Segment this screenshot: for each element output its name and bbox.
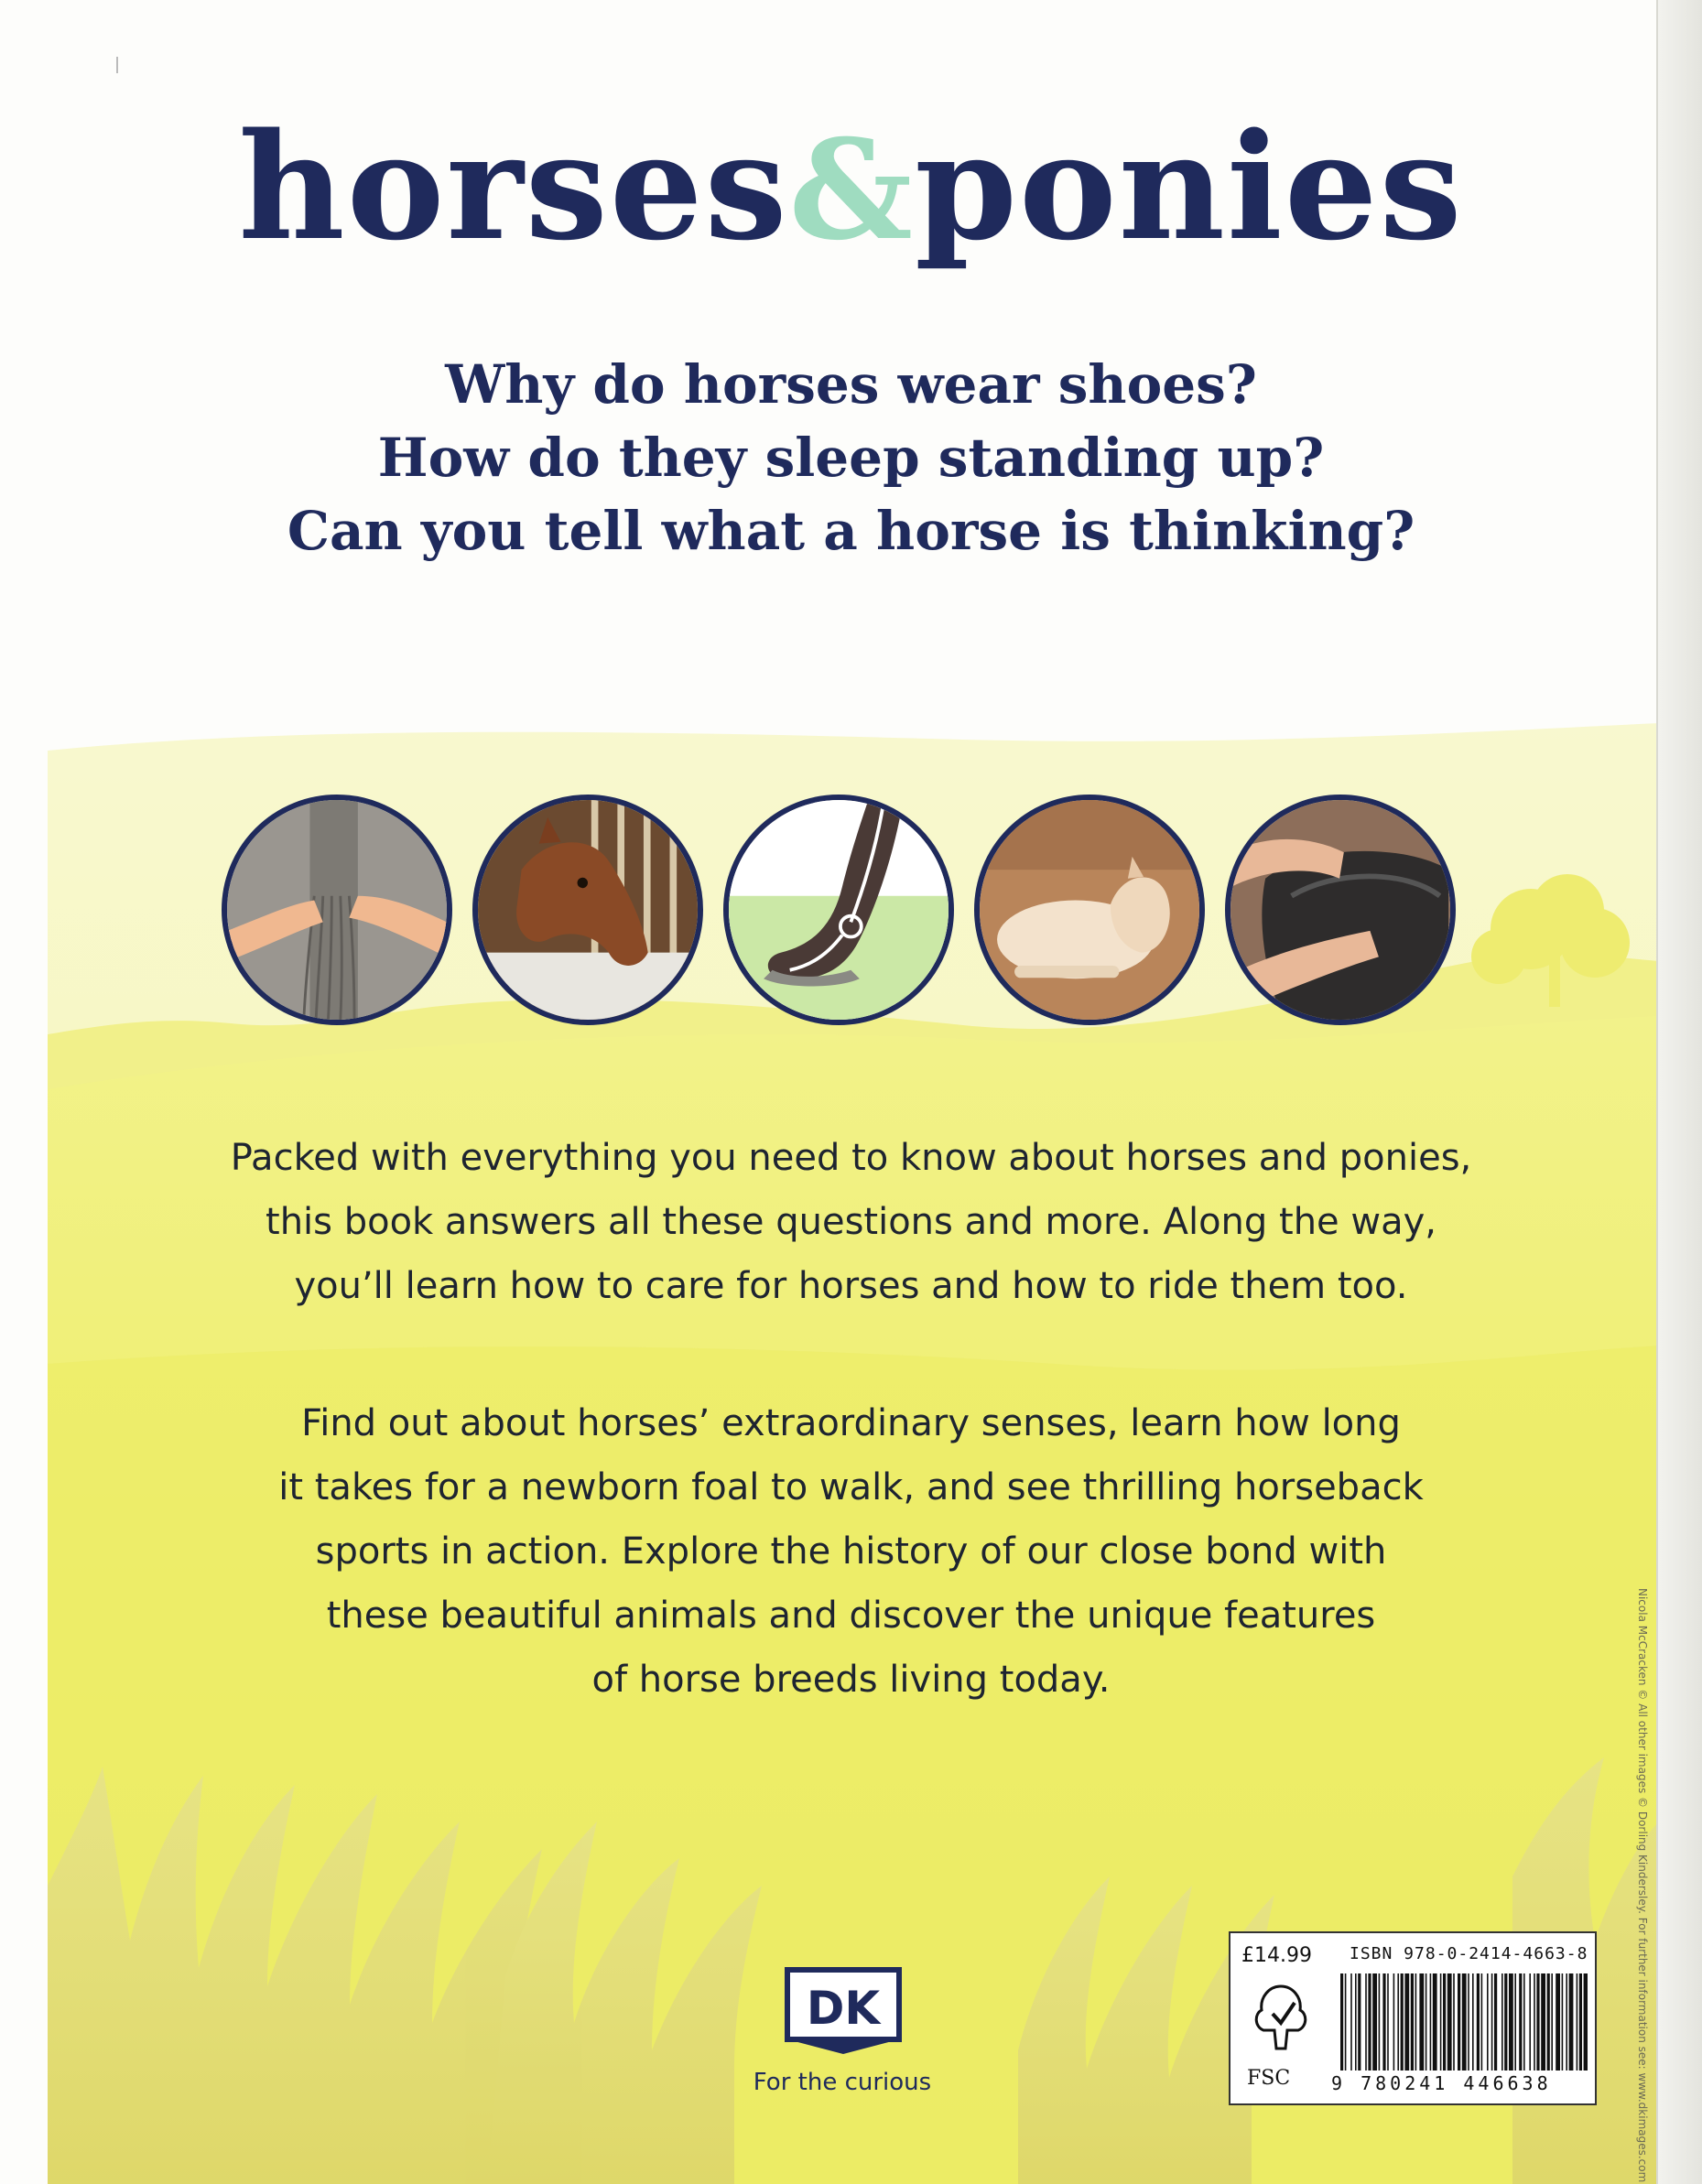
blurb-1-line-1: Packed with everything you need to know about horses and ponies, [230, 1137, 1472, 1179]
barcode-bar [1415, 1973, 1417, 2070]
barcode-bar [1534, 1973, 1535, 2070]
barcode-bar [1569, 1973, 1574, 2070]
barcode-bar [1487, 1973, 1489, 2070]
horse-head-in-stable-photo [472, 795, 703, 1025]
book-title [0, 101, 1702, 273]
barcode-bar [1523, 1973, 1525, 2070]
title-ampersand: & [788, 110, 916, 271]
barcode-bar [1494, 1973, 1497, 2070]
barcode-bar [1529, 1973, 1531, 2070]
barcode-bar [1393, 1973, 1395, 2070]
barcode-bar [1387, 1973, 1389, 2070]
blurb-2-line-3: sports in action. Explore the history of our close bond with [315, 1530, 1387, 1573]
barcode-bar [1404, 1973, 1409, 2070]
barcode-bar [1501, 1973, 1503, 2070]
barcode-digits: 9 780241 446638 [1331, 2072, 1552, 2094]
blurb-paragraph-1 [0, 1126, 1702, 1318]
barcode-bar [1372, 1973, 1377, 2070]
barcode-bar [1426, 1973, 1427, 2070]
barcode-bar [1556, 1973, 1560, 2070]
publisher-tagline: For the curious [753, 2069, 932, 2096]
title-horses: horses [238, 101, 789, 273]
barcode-bar [1509, 1973, 1513, 2070]
barcode-bar [1551, 1973, 1553, 2070]
teaser-questions [0, 348, 1702, 568]
barcode-bar [1419, 1973, 1424, 2070]
blurb-1-line-2: this book answers all these questions and more. Along the way, [266, 1201, 1436, 1243]
barcode-panel [1229, 1931, 1597, 2105]
barcode-bar [1458, 1973, 1460, 2070]
barcode-bar [1514, 1973, 1516, 2070]
barcode-bar [1468, 1973, 1469, 2070]
blurb-2-line-4: these beautiful animals and discover the unique features [326, 1595, 1376, 1637]
barcode-bar [1577, 1973, 1578, 2070]
barcode-bar [1562, 1973, 1564, 2070]
blurb-1-line-3: you’ll learn how to care for horses and how to ride them too. [294, 1265, 1408, 1307]
isbn-label: ISBN 978-0-2414-4663-8 [1350, 1944, 1588, 1963]
blurb-2-line-1: Find out about horses’ extraordinary senses, learn how long [301, 1402, 1401, 1444]
barcode-bar [1447, 1973, 1452, 2070]
barcode-bar [1491, 1973, 1493, 2070]
book-edge [1656, 0, 1702, 2184]
barcode-bar [1440, 1973, 1442, 2070]
barcode-bar [1365, 1973, 1367, 2070]
barcode-bar [1453, 1973, 1455, 2070]
price-label: £14.99 [1241, 1944, 1312, 1967]
barcode-bar [1477, 1973, 1480, 2070]
barcode-bar [1584, 1973, 1588, 2070]
dk-logo-icon [784, 1966, 903, 2058]
barcode-bar [1379, 1973, 1381, 2070]
barcode-bar [1536, 1973, 1539, 2070]
barcode-bar [1430, 1973, 1432, 2070]
barcode-bar [1382, 1973, 1385, 2070]
barcode-bar [1504, 1973, 1507, 2070]
barcode-bar [1401, 1973, 1404, 2070]
blurb-paragraph-2 [0, 1391, 1702, 1712]
mane-plaiting-photo [222, 795, 452, 1025]
barcode-bar [1541, 1973, 1545, 2070]
blurb-2-line-2: it takes for a newborn foal to walk, and see thrilling horseback [278, 1466, 1424, 1508]
barcode-bar [1579, 1973, 1582, 2070]
print-speck [116, 57, 118, 73]
dk-logo-text: DK [806, 1982, 881, 2035]
barcode-bar [1358, 1973, 1361, 2070]
resting-foal-photo [974, 795, 1205, 1025]
question-1: Why do horses wear shoes? [445, 353, 1257, 416]
barcode-bar [1350, 1973, 1352, 2070]
barcode-bar [1566, 1973, 1567, 2070]
barcode-bar [1345, 1973, 1347, 2070]
barcode-bar [1443, 1973, 1446, 2070]
barcode-bar [1433, 1973, 1437, 2070]
barcode-bar [1355, 1973, 1357, 2070]
barcode-bar [1462, 1973, 1467, 2070]
image-credits [1634, 1588, 1649, 2183]
barcode-bar [1519, 1973, 1522, 2070]
title-ponies: ponies [915, 101, 1464, 273]
hoof-skeleton-illustration [723, 795, 954, 1025]
question-2: How do they sleep standing up? [377, 427, 1325, 489]
fsc-tree-icon [1249, 1979, 1313, 2052]
barcode-bar [1411, 1973, 1414, 2070]
barcode-bar [1472, 1973, 1474, 2070]
barcode-bar [1340, 1973, 1343, 2070]
barcode-bar [1397, 1973, 1399, 2070]
fsc-label: FSC [1247, 2067, 1291, 2090]
barcode-bar [1481, 1973, 1483, 2070]
blurb-2-line-5: of horse breeds living today. [591, 1659, 1111, 1701]
barcode-bar [1368, 1973, 1371, 2070]
saddle-photo [1225, 795, 1456, 1025]
credits-text: Nicola McCracken © All other images © Dorling Kindersley. For further information see: www.dkimages.com [1636, 1588, 1649, 2183]
meadow-background [48, 0, 1659, 2184]
barcode-icon [1339, 1973, 1588, 2070]
barcode-bar [1547, 1973, 1550, 2070]
question-3: Can you tell what a horse is thinking? [287, 500, 1415, 562]
